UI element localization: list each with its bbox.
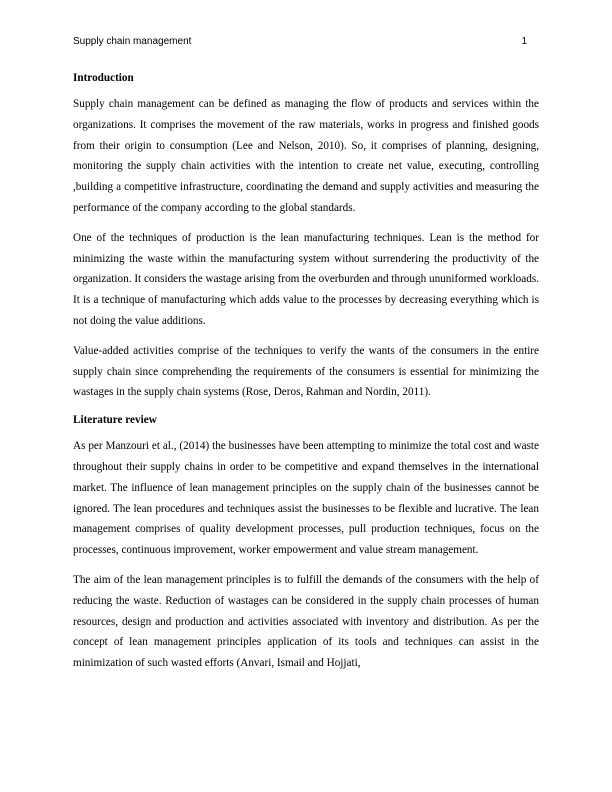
header-title: Supply chain management <box>73 36 192 47</box>
paragraph: The aim of the lean management principles is to fulfill the demands of the consumers with the help of reducing the waste. Reduction of wastages can be considered in the supply chain processes of human resources, design and production and activities associated with inventory and distribution. As per the concept of lean management principles application of its tools and techniques can assist in the minimization of such wasted efforts (Anvari, Ismail and Hojjati, <box>73 573 539 670</box>
running-header <box>73 36 527 50</box>
page-number: 1 <box>521 36 527 47</box>
section-heading-literature-review: Literature review <box>73 414 157 427</box>
paragraph: As per Manzouri et al., (2014) the businesses have been attempting to minimize the total cost and waste throughout their supply chains in order to be competitive and expand themselves in the international market. The influence of lean management principles on the supply chain of the businesses cannot be ignored. The lean procedures and techniques assist the businesses to be flexible and lucrative. The lean management comprises of quality development processes, pull production techniques, focus on the processes, continuous improvement, worker empowerment and value stream management. <box>73 440 539 557</box>
paragraph: One of the techniques of production is the lean manufacturing techniques. Lean is the method for minimizing the waste within the manufacturing system without surrendering the productivity of the organization. It considers the wastage arising from the overburden and through ununiformed workloads. It is a technique of manufacturing which adds value to the processes by decreasing everything which is not doing the value additions. <box>73 231 539 327</box>
paragraph: Value-added activities comprise of the techniques to verify the wants of the consumers in the entire supply chain since comprehending the requirements of the consumers is essential for minimizing the wastages in the supply chain systems (Rose, Deros, Rahman and Nordin, 2011). <box>73 344 539 399</box>
paragraph: Supply chain management can be defined as managing the flow of products and services within the organizations. It comprises the movement of the raw materials, works in progress and finished goods from their origin to consumption (Lee and Nelson, 2010). So, it comprises of planning, designing, monitoring the supply chain activities with the intention to create net value, executing, controlling ,building a competitive infrastructure, coordinating the demand and supply activities and measuring the performance of the company according to the global standards. <box>73 98 539 214</box>
document-body <box>73 70 539 683</box>
section-heading-introduction: Introduction <box>73 72 134 84</box>
